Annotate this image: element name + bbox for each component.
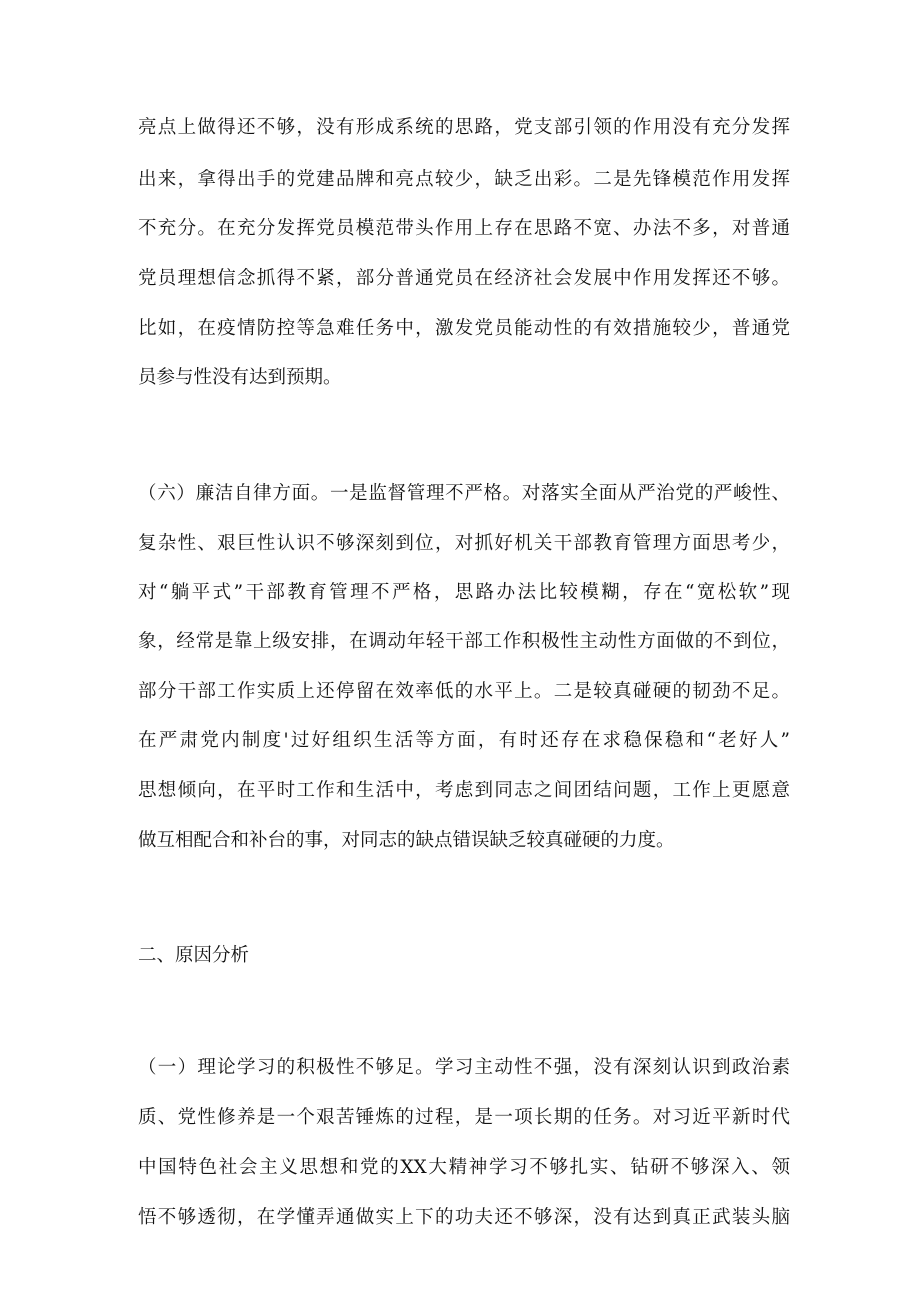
paragraph-3-line-2: 质、党性修养是一个艰苦锤炼的过程，是一项长期的任务。对习近平新时代: [138, 1107, 790, 1128]
paragraph-3-line-3: 中国特色社会主义思想和党的XX大精神学习不够扎实、钻研不够深入、领: [138, 1157, 790, 1178]
paragraph-2-line-2: 复杂性、艰巨性认识不够深刻到位，对抓好机关干部教育管理方面思考少，: [138, 533, 790, 554]
paragraph-2-line-3: 对“躺平式”干部教育管理不严格，思路办法比较模糊，存在“宽松软”现: [138, 582, 790, 603]
paragraph-2-line-6: 在严肃党内制度'过好组织生活等方面，有时还存在求稳保稳和“老好人”: [138, 730, 790, 751]
paragraph-3-line-1: （一）理论学习的积极性不够足。学习主动性不强，没有深刻认识到政治素: [138, 1057, 790, 1078]
paragraph-2-line-5: 部分干部工作实质上还停留在效率低的水平上。二是较真碰硬的韧劲不足。: [138, 681, 790, 702]
section-heading: 二、原因分析: [138, 945, 250, 966]
paragraph-3-line-4: 悟不够透彻，在学懂弄通做实上下的功夫还不够深，没有达到真正武装头脑: [138, 1207, 790, 1228]
paragraph-1-line-5: 比如，在疫情防控等急难任务中，激发党员能动性的有效措施较少，普通党: [138, 318, 790, 339]
paragraph-1-line-6: 员参与性没有达到预期。: [138, 367, 342, 388]
paragraph-2-line-8: 做互相配合和补台的事，对同志的缺点错误缺乏较真碰硬的力度。: [138, 830, 675, 851]
paragraph-1-line-4: 党员理想信念抓得不紧，部分普通党员在经济社会发展中作用发挥还不够。: [138, 268, 790, 289]
paragraph-1-line-3: 不充分。在充分发挥党员模范带头作用上存在思路不宽、办法不多，对普通: [138, 218, 790, 239]
paragraph-2-line-1: （六）廉洁自律方面。一是监督管理不严格。对落实全面从严治党的严峻性、: [138, 483, 790, 504]
paragraph-2-line-4: 象，经常是靠上级安排，在调动年轻干部工作积极性主动性方面做的不到位，: [138, 631, 790, 652]
paragraph-1-line-2: 出来，拿得出手的党建品牌和亮点较少，缺乏出彩。二是先锋模范作用发挥: [138, 169, 790, 190]
paragraph-1-line-1: 亮点上做得还不够，没有形成系统的思路，党支部引领的作用没有充分发挥: [138, 117, 790, 138]
paragraph-2-line-7: 思想倾向，在平时工作和生活中，考虑到同志之间团结问题，工作上更愿意: [138, 780, 790, 801]
